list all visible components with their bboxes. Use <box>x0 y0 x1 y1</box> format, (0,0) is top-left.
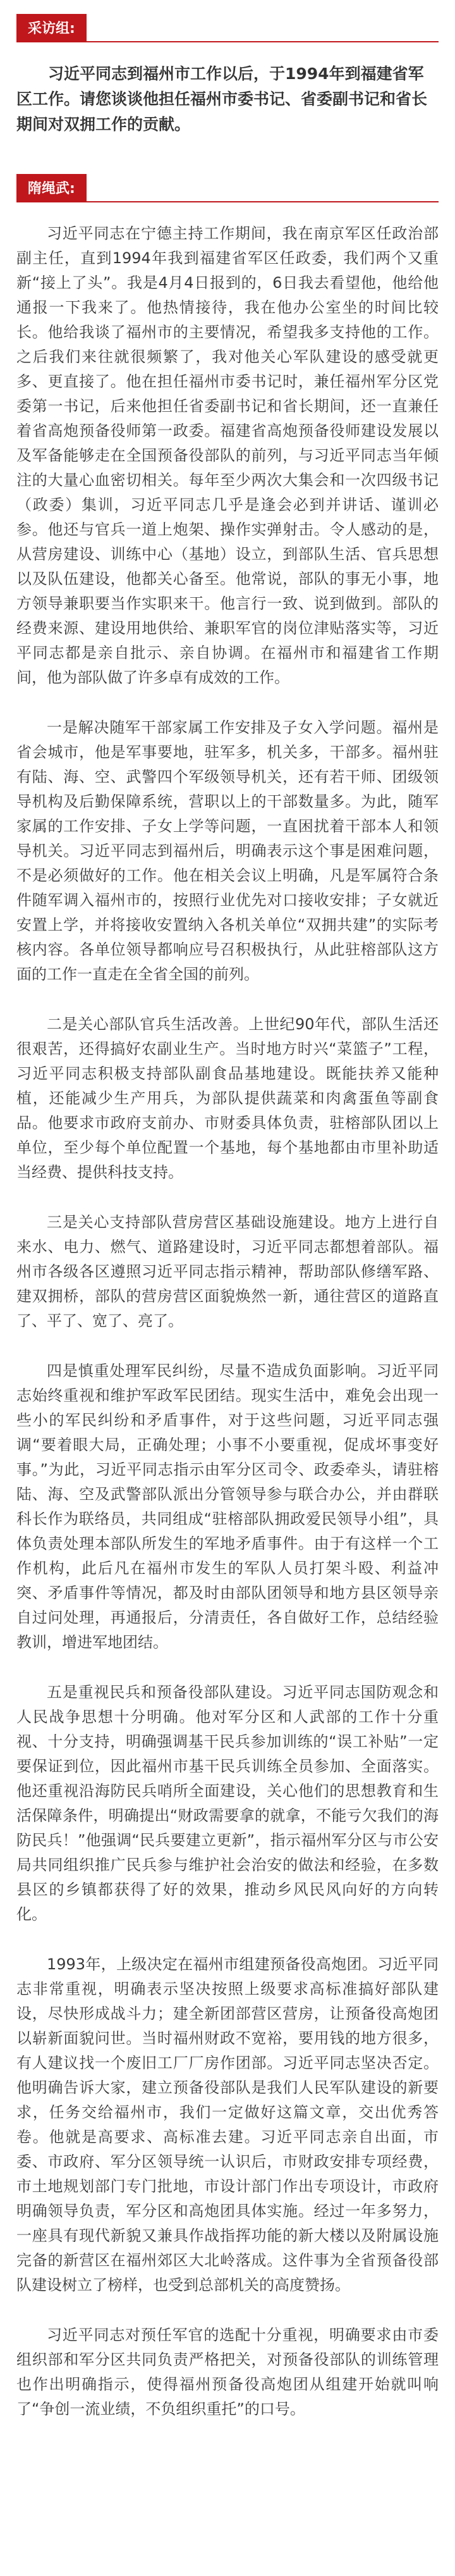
answer-paragraph: 四是慎重处理军民纠纷，尽量不造成负面影响。习近平同志始终重视和维护军政军民团结。现实生活中，难免会出现一些小的军民纠纷和矛盾事件，对于这些问题，习近平同志强调“要着眼大局，正确处理；小事不小要重视，促成坏事变好事。”为此，习近平同志指示由军分区司令、政委牵头，请驻榕陆、海、空及武警部队派出分管领导参与联合办公，并由群联科长作为联络员，共同组成“驻榕部队拥政爱民领导小组”，具体负责处理本部队所发生的军地矛盾事件。由于有这样一个工作机构，此后凡在福州市发生的军队人员打架斗殴、利益冲突、矛盾事件等情况，都及时由部队团领导和地方县区领导亲自过问处理，再通报后，分清责任，各自做好工作，总结经验教训，增进军地团结。 <box>16 1362 439 1651</box>
divider-line <box>16 41 439 42</box>
answer-paragraph: 三是关心支持部队营房营区基础设施建设。地方上进行自来水、电力、燃气、道路建设时，习近平同志都想着部队。福州市各级各区遵照习近平同志指示精神，帮助部队修缮军路、建双拥桥，部队的营房营区面貌焕然一新，通往营区的道路直了、平了、宽了、亮了。 <box>16 1213 439 1330</box>
answer-paragraph: 习近平同志在宁德主持工作期间，我在南京军区任政治部副主任，直到1994年我到福建省军区任政委，我们两个又重新“接上了头”。我是4月4日报到的，6日我去看望他，他给他通报一下我来了。他热情接待，我在他办公室坐的时间比较长。他给我谈了福州市的主要情况，希望我多支持他的工作。之后我们来往就很频繁了，我对他关心军队建设的感受就更多、更直接了。他在担任福州市委书记时，兼任福州军分区党委第一书记，后来他担任省委副书记和省长期间，还一直兼任着省高炮预备役师第一政委。福建省高炮预备役师建设发展以及军备能够走在全国预备役部队的前列，与习近平同志当年倾注的大量心血密切相关。每年至少两次大集会和一次四级书记（政委）集训，习近平同志几乎是逢会必到并讲话、谨训必参。他还与官兵一道上炮架、操作实弹射击。令人感动的是，从营房建设、训练中心（基地）设立，到部队生活、官兵思想以及队伍建设，他都关心备至。他常说，部队的事无小事，地方领导兼职要当作实职来干。他言行一致、说到做到。部队的经费来源、建设用地供给、兼职军官的岗位津贴落实等，习近平同志都是亲自批示、亲自协调。在福州市和福建省工作期间，他为部队做了许多卓有成效的工作。 <box>16 225 439 686</box>
answer-paragraph: 1993年，上级决定在福州市组建预备役高炮团。习近平同志非常重视，明确表示坚决按照上级要求高标准搞好部队建设，尽快形成战斗力；建全新团部营区营房，让预备役高炮团以崭新面貌问世。当时福州财政不宽裕，要用钱的地方很多，有人建议找一个废旧工厂厂房作团部。习近平同志坚决否定。他明确告诉大家，建立预备役部队是我们人民军队建设的新要求，任务交给福州市，我们一定做好这篇文章，交出优秀答卷。他就是高要求、高标准去建。习近平同志亲自出面，市委、市政府、军分区领导统一认识后，市财政安排专项经费，市土地规划部门专门批地，市设计部门作出专项设计，市政府明确领导负责，军分区和高炮团具体实施。经过一年多努力，一座具有现代新貌又兼具作战指挥功能的新大楼以及附属设施完备的新营区在福州郊区大北岭落成。这件事为全省预备役部队建设树立了榜样，也受到总部机关的高度赞扬。 <box>16 1955 439 2294</box>
interview-question: 习近平同志到福州市工作以后，于1994年到福建省军区工作。请您谈谈他担任福州市委书记、省委副书记和省长期间对双拥工作的贡献。 <box>16 65 428 133</box>
answer-paragraph: 二是关心部队官兵生活改善。上世纪90年代，部队生活还很艰苦，还得搞好农副业生产。当时地方时兴“菜篮子”工程，习近平同志积极支持部队副食品基地建设。既能扶养又能种植，还能减少生产用兵，为部队提供蔬菜和肉禽蛋鱼等副食品。他要求市政府支前办、市财委具体负责，驻榕部队团以上单位，至少每个单位配置一个基地，每个基地都由市里补助适当经费、提供科技支持。 <box>16 1015 439 1181</box>
divider-line <box>16 201 439 202</box>
answer-paragraph: 习近平同志对预任军官的选配十分重视，明确要求由市委组织部和军分区共同负责严格把关，对预备役部队的训练管理也作出明确指示，使得福州预备役高炮团从组建开始就叫响了“争创一流业绩，不负组织重托”的口号。 <box>16 2326 439 2418</box>
interviewee-tag: 隋绳武: <box>16 174 87 201</box>
answer-paragraph: 一是解决随军干部家属工作安排及子女入学问题。福州是省会城市，他是军事要地，驻军多，机关多，干部多。福州驻有陆、海、空、武警四个军级领导机关，还有若干师、团级领导机构及后勤保障系统，营职以上的干部数量多。为此，随军家属的工作安排、子女上学等问题，一直困扰着干部本人和领导机关。习近平同志到福州后，明确表示这个事是困难问题，不是必须做好的工作。他在相关会议上明确，凡是军属符合条件随军调入福州市的，按照行业优先对口接收安排；子女就近安置上学，并将接收安置纳入各机关单位“双拥共建”的实际考核内容。各单位领导都响应号召积极执行，从此驻榕部队这方面的工作一直走在全省全国的前列。 <box>16 719 439 983</box>
answer-paragraph: 五是重视民兵和预备役部队建设。习近平同志国防观念和人民战争思想十分明确。他对军分区和人武部的工作十分重视、十分支持，明确强调基干民兵参加训练的“误工补贴”一定要保证到位，因此福州市基干民兵训练全员参加、全面落实。他还重视沿海防民兵哨所全面建设，关心他们的思想教育和生活保障条件，明确提出“财政需要拿的就拿，不能亏欠我们的海防民兵！”他强调“民兵要建立更新”，指示福州军分区与市公安局共同组织推广民兵参与维护社会治安的做法和经验，在多数县区的乡镇都获得了好的效果，推动乡风民风向好的方向转化。 <box>16 1683 439 1923</box>
interviewer-tag: 采访组: <box>16 14 87 41</box>
answer-body <box>16 221 439 2422</box>
